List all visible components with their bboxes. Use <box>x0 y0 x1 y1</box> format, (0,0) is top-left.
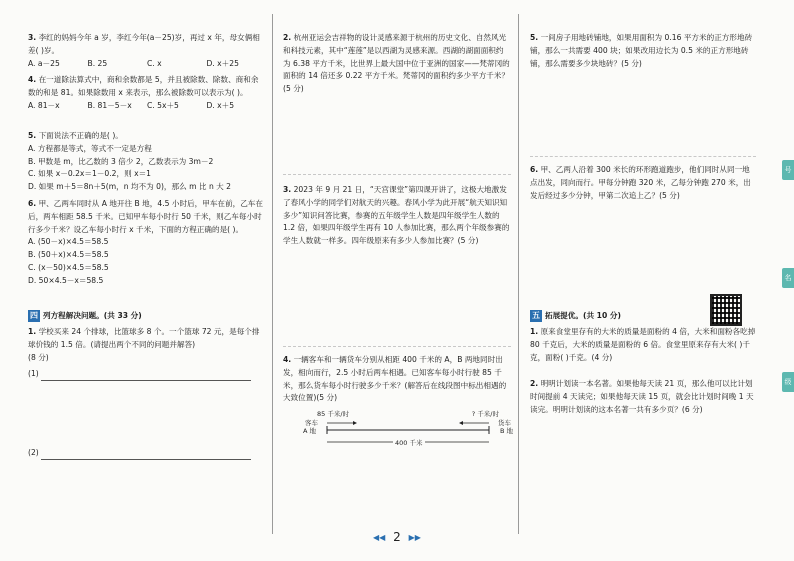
question-text: 原来食堂里存有的大米的质量是面粉的 4 倍，大米和面粉各吃掉 80 千克后，大米的质量是面粉的 6 倍。食堂里原来存有大米( )千克，面粉( )千克。(4 分) <box>530 327 756 362</box>
question-text: 学校买来 24 个排球，比篮球多 8 个。一个篮球 72 元，是每个排球价钱的 1.5 倍。(请提出两个不同的问题并解答) <box>28 327 260 349</box>
question-number: 3. <box>283 185 292 194</box>
question-2 <box>283 32 511 96</box>
edge-tab <box>782 372 794 392</box>
qr-code-icon[interactable] <box>710 294 742 326</box>
divider <box>530 156 756 157</box>
divider <box>283 346 511 347</box>
column-divider <box>272 14 273 534</box>
option-b: B. 81－5－x <box>87 100 132 110</box>
column-middle <box>283 24 511 524</box>
question-text: 杭州亚运会吉祥物的设计灵感来源于杭州的历史文化、自然风光和科技元素，其中“莲莲”是以西湖为灵感来源。西湖的湖面面积约为 6.38 平方千米，比世界上最大国中位于亚洲的国家——梵蒂冈的面积的 14 倍还多 0.22 平方千米。梵蒂冈的面积约多少平方千米？(5 分) <box>283 33 510 94</box>
option-d: D. 50×4.5－x＝58.5 <box>28 275 104 285</box>
page-footer <box>0 530 794 544</box>
question-number: 1. <box>530 327 539 336</box>
question-text: 李红的妈妈今年 a 岁，李红今年(a－25)岁，再过 x 年，母女俩相差( )岁。 <box>28 33 260 55</box>
section-badge: 四 <box>30 311 38 321</box>
question-1-section-4 <box>28 326 266 460</box>
option-a: A. a－25 <box>28 58 60 68</box>
question-number: 2. <box>283 33 292 42</box>
question-number: 3. <box>28 33 37 42</box>
divider <box>283 174 511 175</box>
edge-tab-label: 级 <box>784 378 792 386</box>
question-text: 明明计划读一本名著。如果他每天读 21 页，那么他可以比计划时间提前 4 天读完；如果他每天读 15 页，就会比计划时间晚 1 天读完。明明计划读的这本名著一共有多少页？(6 分) <box>530 379 754 414</box>
section-4 <box>28 310 266 323</box>
options <box>28 58 266 71</box>
question-number: 6. <box>530 165 539 174</box>
question-4 <box>283 354 511 405</box>
edge-tab <box>782 160 794 180</box>
column-divider <box>518 14 519 534</box>
option-a: A. 81－x <box>28 100 60 110</box>
section-badge: 五 <box>532 311 540 321</box>
line-segment-diagram <box>303 410 513 452</box>
page-number: 2 <box>393 530 401 544</box>
option-d: D. x＋25 <box>206 58 239 68</box>
option-b: B. (50＋x)×4.5＝58.5 <box>28 250 109 260</box>
column-right <box>530 24 756 524</box>
option-b: B. 甲数是 m，比乙数的 3 倍少 2，乙数表示为 3m－2 <box>28 156 214 166</box>
question-number: 4. <box>28 75 37 84</box>
question-number: 1. <box>28 327 37 336</box>
section-title: 列方程解决问题。(共 33 分) <box>43 311 142 320</box>
question-number: 4. <box>283 355 292 364</box>
answer-label-1: (1) <box>28 369 39 379</box>
question-number: 6. <box>28 199 37 208</box>
left-place-label: A 地 <box>303 427 317 435</box>
option-a: A. (50－x)×4.5＝58.5 <box>28 237 109 247</box>
question-3 <box>28 32 266 70</box>
option-a: A. 方程都是等式，等式不一定是方程 <box>28 143 152 153</box>
left-speed-label: 85 千米/时 <box>317 410 350 418</box>
edge-tab-label: 号 <box>784 166 792 174</box>
question-text: 甲、乙两人沿着 300 米长的环形跑道跑步，他们同时从同一地点出发，同向而行。甲每分钟跑 320 米，乙每分钟跑 270 米，出发后经过多少分钟，甲第二次追上乙？(5 分) <box>530 165 751 200</box>
question-number: 2. <box>530 379 539 388</box>
question-1-section-5 <box>530 326 756 364</box>
question-4 <box>28 74 266 112</box>
option-c: C. (x－50)×4.5＝58.5 <box>28 262 109 272</box>
option-c: C. 5x＋5 <box>147 100 179 110</box>
question-text: 一辆客车和一辆货车分别从相距 400 千米的 A，B 两地同时出发，相向而行，2.5 小时后两车相遇。已知客车每小时行驶 85 千米，那么货车每小时行驶多少千米？(解答后在线段图中标出相遇的大致位置)(5 分) <box>283 355 507 403</box>
right-speed-label: ? 千米/时 <box>471 410 499 418</box>
question-5 <box>530 32 756 70</box>
section-title: 拓展提优。(共 10 分) <box>545 311 621 320</box>
option-d: D. x＋5 <box>206 100 235 110</box>
question-5 <box>28 130 266 194</box>
option-b: B. 25 <box>87 58 108 68</box>
question-text: 一间房子用地砖铺地，如果用面积为 0.16 平方米的正方形地砖铺，那么一共需要 400 块；如果改用边长为 0.5 米的正方形地砖铺，那么需要多少块地砖？(5 分) <box>530 33 753 68</box>
answer-line-1[interactable] <box>41 380 251 381</box>
left-vehicle-label: 客车 <box>305 419 318 427</box>
option-c: C. 如果 x－0.2x＝1－0.2，则 x＝1 <box>28 169 152 179</box>
question-text: 下面说法不正确的是( )。 <box>38 131 123 140</box>
question-3 <box>283 184 511 248</box>
edge-tab-label: 名 <box>784 274 792 282</box>
question-score: (8 分) <box>28 352 49 362</box>
options <box>28 100 266 113</box>
option-d: D. 如果 m＋5＝8n＋5(m，n 均不为 0)，那么 m 比 n 大 2 <box>28 182 232 192</box>
question-text: 甲、乙两车同时从 A 地开往 B 地，4.5 小时后，甲车在前，乙车在后，两车相距 58.5 千米。已知甲车每小时行 50 千米，则乙车每小时行多少千米？设乙车每小时行 x 千米，下面的方程正确的是( )。 <box>28 199 263 234</box>
question-number: 5. <box>28 131 37 140</box>
answer-line-2[interactable] <box>41 459 251 460</box>
right-place-label: B 地 <box>499 427 513 435</box>
question-text: 在一道除法算式中，商和余数都是 5，并且被除数、除数、商和余数的和是 81。如果除数用 x 来表示，那么被除数可以表示为( )。 <box>28 75 259 97</box>
column-left <box>28 24 266 524</box>
next-arrow-icon: ▶▶ <box>408 533 421 542</box>
question-6 <box>28 198 266 288</box>
question-6 <box>530 164 756 202</box>
option-c: C. x <box>147 58 162 68</box>
question-2-section-5 <box>530 378 756 416</box>
edge-tab <box>782 268 794 288</box>
distance-label: 400 千米 <box>395 439 423 447</box>
right-vehicle-label: 货车 <box>498 419 511 427</box>
answer-label-2: (2) <box>28 448 39 458</box>
question-number: 5. <box>530 33 539 42</box>
prev-arrow-icon: ◀◀ <box>373 533 386 542</box>
question-text: 2023 年 9 月 21 日，“天宫课堂”第四课开讲了，这极大地激发了春风小学的同学们对航天的兴趣。春风小学为此开展“航天知识知多少”知识问答比赛，参赛的五年级学生人数是四年级学生人数的 1.2 倍，如果四年级学生再有 10 人参加比赛，那么两个年级参赛的学生人数就一样多。四年级原来有多少人参加比赛？(5 分) <box>283 185 510 246</box>
